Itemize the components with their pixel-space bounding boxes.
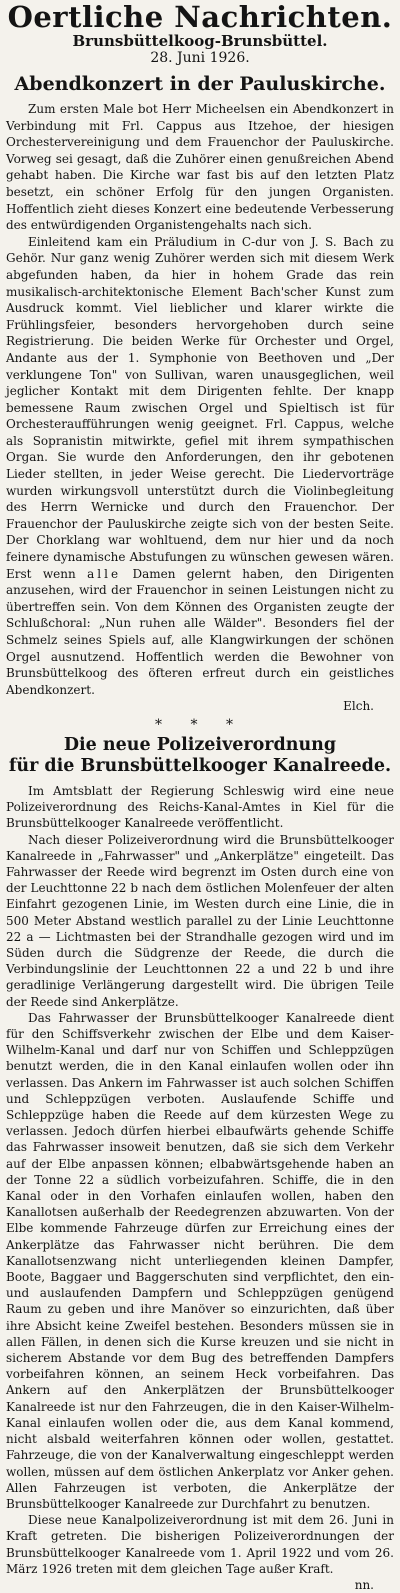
section-masthead: Oertliche Nachrichten. [7, 0, 393, 34]
headline-line-1: Die neue Polizeiverordnung [63, 734, 337, 755]
article-concert-paragraph-2 [6, 234, 394, 699]
paragraph-2-text-a: Einleitend kam ein Präludium in C-dur von J. S. Bach zu Gehör. Nur ganz wenig Zuhörer werden sich mit diesem Werk abgefunden haben, da hier in hohem Grade das rein musikalisch-architektonische Element Bach'scher Kunst zum Ausdruck kommt. Viel lieblicher und klarer wirkte die Frühlingsfeier, besonders hervorgehoben durch seine Registrierung. Die beiden Werke für Orchester und Orgel, Andante aus der 1. Symphonie von Beethoven und „Der verklungene Ton" von Sullivan, waren unausgeglichen, weil jeglicher Kontakt mit dem Dirigenten fehlte. Der knapp bemessene Raum zwischen Orgel und Spieltisch ist für Orchesteraufführungen wenig geeignet. Frl. Cappus, welche als Sopranistin mitwirkte, gefiel mit ihrem sympathischen Organ. Sie wurde den Anforderungen, den ihr gebotenen Lieder stellten, in jeder Weise gerecht. Die Liedervorträge wurden wirkungsvoll unterstützt durch die Violinbegleitung des Herrn Wernicke und durch den Frauenchor. Der Frauenchor der Pauluskirche zeigte sich von der besten Seite. Der Chorklang war wohltuend, dem nur hier und da noch feinere dynamische Abstufungen zu wünschen gewesen wären. Erst wenn [6, 234, 394, 581]
spaced-emphasis: alle [87, 566, 122, 581]
article-concert-signature: Elch. [343, 699, 374, 714]
article-ordinance-paragraph-2: Nach dieser Polizeiverordnung wird die Brunsbüttelkooger Kanalreede in „Fahrwasser" und „Ankerplätze" eingeteilt. Das Fahrwasser der Reede wird begrenzt im Osten durch eine von der Leuchttonne 22 b nach dem östlichen Molenfeuer der alten Einfahrt gezogenen Linie, im Westen durch eine Linie, die in 500 Meter Abstand westlich parallel zu der Linie Leuchttonne 22 a — Lichtmasten bei der Strandhalle gezogen wird und im Süden durch die Südgrenze der Reede, die durch die Verbindungslinie der Leuchttonnen 22 a und 22 b und ihre geradlinige Verlängerung dargestellt wird. Die übrigen Teile der Reede sind Ankerplätze. [6, 832, 394, 1009]
article-ordinance-signature: nn. [354, 1577, 374, 1592]
article-ordinance-paragraph-3: Das Fahrwasser der Brunsbüttelkooger Kanalreede dient für den Schiffsverkehr zwischen der Elbe und dem Kaiser-Wilhelm-Kanal und darf nur von Schiffen und Schleppzügen benutzt werden, die in den Kanal einlaufen wollen oder ihn verlassen. Das Ankern im Fahrwasser ist auch solchen Schiffen und Schleppzügen verboten. Auslaufende Schiffe und Schleppzüge haben die Reede auf dem kürzesten Wege zu verlassen. Jedoch dürfen hierbei elbaufwärts gehende Schiffe das Fahrwasser insoweit benutzen, daß sie sich dem Verkehr auf der Elbe anpassen können; elbabwärtsgehende haben an der Tonne 22 a südlich vorbeizufahren. Schiffe, die in den Kanal oder in den Vorhafen einlaufen wollen, haben den Kanallotsen außerhalb der Reedegrenzen abzuwarten. Von der Elbe kommende Fahrzeuge dürfen zur Erreichung eines der Ankerplätze das Fahrwasser nicht berühren. Die dem Kanallotsenzwang nicht unterliegenden kleinen Dampfer, Boote, Baggaer und Baggerschuten sind verpflichtet, den ein- und auslaufenden Dampfern und Schleppzügen genügend Raum zu geben und ihre Manöver so einzurichten, daß über ihre Absicht keine Zweifel bestehen. Besonders müssen sie in allen Fällen, in denen sich die Kurse kreuzen und sie nicht in sicherem Abstande vor dem Bug des betreffenden Dampfers vorbeifahren können, an seinem Heck vorbeifahren. Das Ankern auf den Ankerplätzen der Brunsbüttelkooger Kanalreede ist nur den Fahrzeugen, die in den Kaiser-Wilhelm-Kanal einlaufen wollen oder die, aus dem Kanal kommend, nicht alsbald weiterfahren können oder wollen, gestattet. Fahrzeuge, die von der Kanalverwaltung eingeschleppt werden wollen, müssen auf dem östlichen Ankerplatz vor Anker gehen. Allen Fahrzeugen ist verboten, die Ankerplätze der Brunsbüttelkooger Kanalreede zur Durchfahrt zu benutzen. [6, 1010, 394, 1511]
headline-line-2: für die Brunsbüttelkooger Kanalreede. [8, 755, 392, 776]
dateline-date: 28. Juni 1926. [150, 50, 250, 66]
paragraph-2-text-b: Damen gelernt haben, den Dirigenten anzusehen, wird der Frauenchor in seinen Leistungen nicht zu übertreffen sein. Von dem Können des Organisten zeugte der Schlußchoral: „Nun ruhen alle Wälder". Besonders fiel der Schmelz seines Spiels auf, alle Klangwirkungen der schönen Orgel ausnutzend. Hoffentlich werden die Bewohner von Brunsbüttelkoog des öfteren erfreut durch ein geistliches Abendkonzert. [6, 566, 394, 697]
article-ordinance-paragraph-1: Im Amtsblatt der Regierung Schleswig wird eine neue Polizeiverordnung des Reichs-Kanal-Amtes in Kiel für die Brunsbüttelkooger Kanalreede veröffentlicht. [6, 783, 394, 831]
article-ordinance-paragraph-4: Diese neue Kanalpolizeiverordnung ist mit dem 26. Juni in Kraft getreten. Die bisherigen Polizeiverordnungen der Brunsbüttelkooger Kanalreede vom 1. April 1922 und vom 26. März 1926 treten mit dem gleichen Tage außer Kraft. [6, 1513, 394, 1576]
article-ordinance-headline [6, 735, 394, 777]
article-concert-paragraph-1: Zum ersten Male bot Herr Micheelsen ein Abendkonzert in Verbindung mit Frl. Cappus aus Itzehoe, der hiesigen Orchestervereinigung und dem Frauenchor der Pauluskirche. Vorweg sei gesagt, daß die Zuhörer einen genußreichen Abend gehabt haben. Die Kirche war fast bis auf den letzten Platz besetzt, ein schöner Erfolg für den jungen Organisten. Hoffentlich zieht dieses Konzert eine bedeutende Verbesserung des entwürdigenden Organistengehalts nach sich. [6, 102, 394, 233]
article-separator: * * * [155, 716, 245, 733]
article-concert-headline: Abendkonzert in der Pauluskirche. [14, 73, 386, 95]
article-police-ordinance [6, 735, 394, 1593]
dateline-place: Brunsbüttelkoog-Brunsbüttel. [72, 32, 328, 50]
article-concert [6, 73, 394, 715]
